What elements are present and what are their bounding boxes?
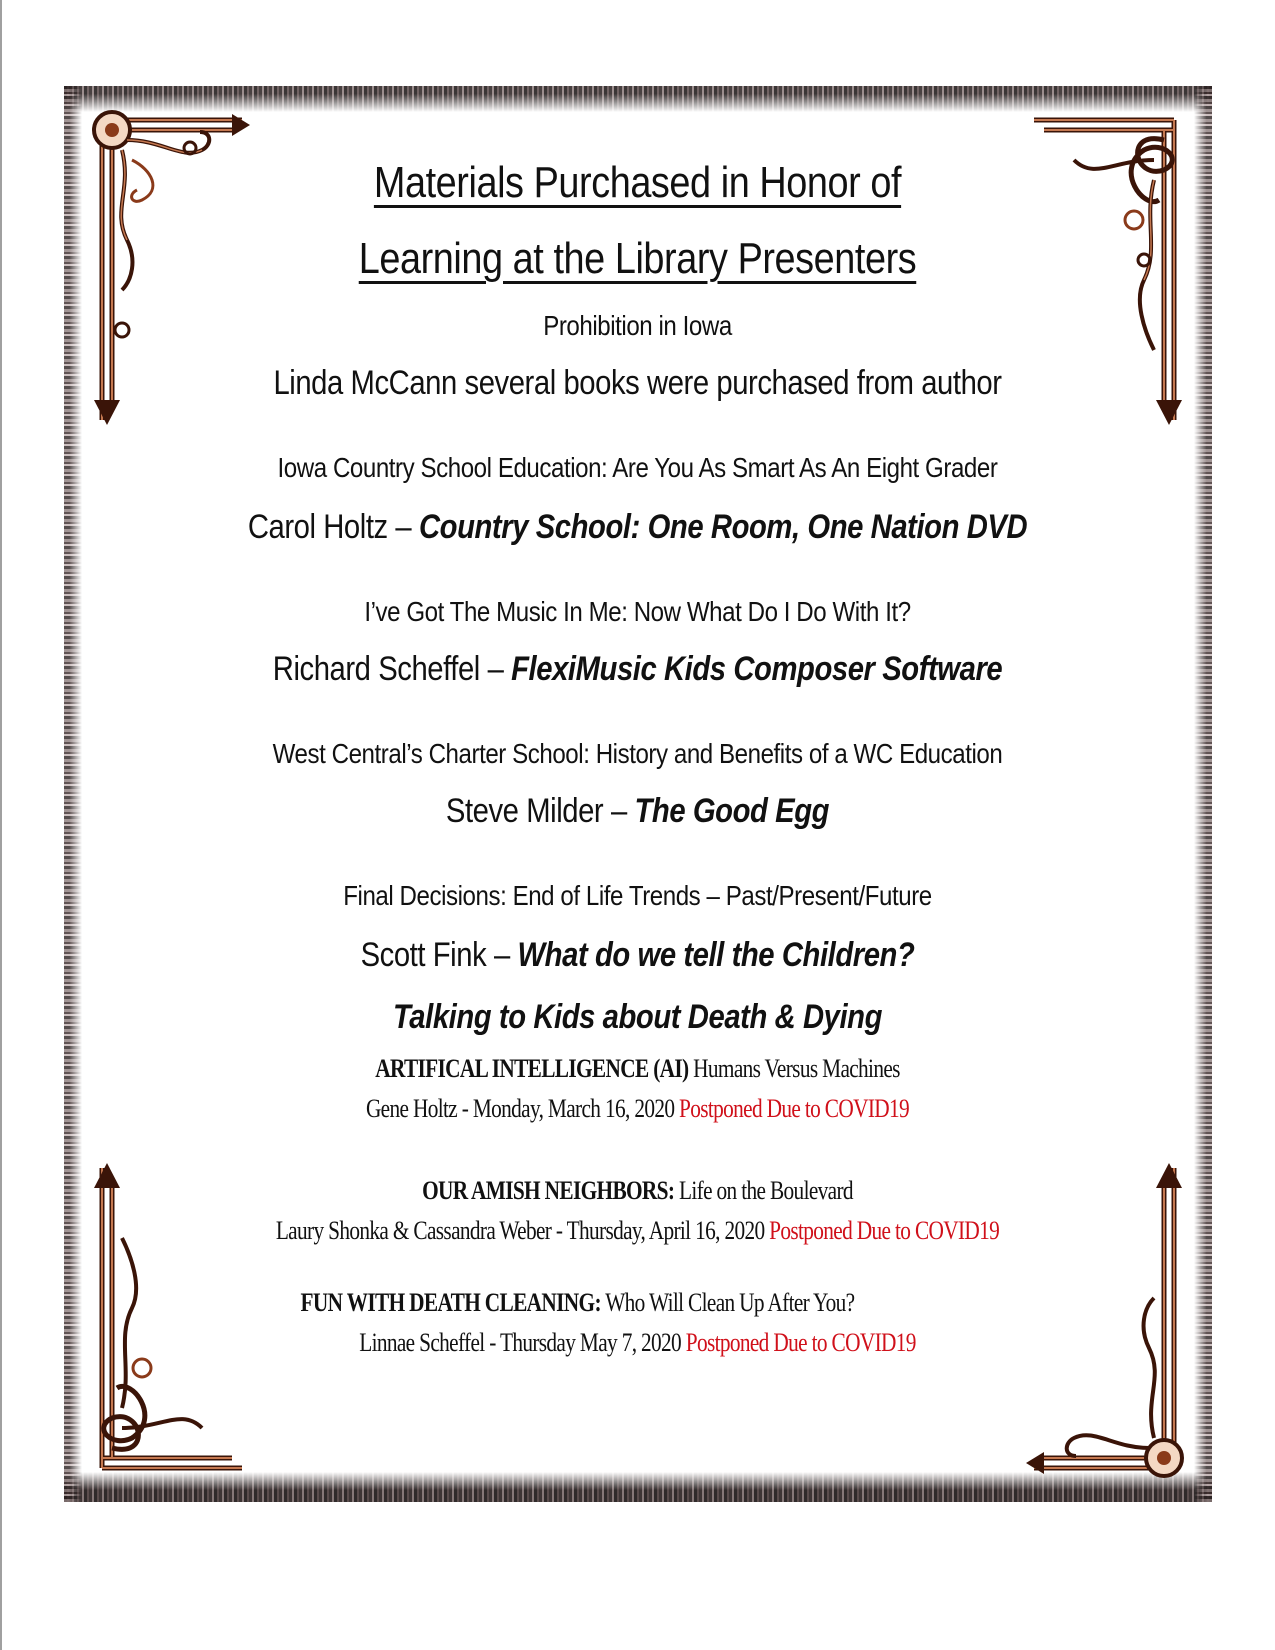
event-detail	[115, 1328, 1161, 1358]
dash-separator: –	[603, 792, 635, 830]
ornament-corner-bottom-left-icon	[72, 1158, 262, 1488]
dash-separator: –	[479, 650, 512, 688]
section-topic: Final Decisions: End of Life Trends – Past/Present/Future	[343, 880, 932, 911]
purchased-material: FlexiMusic Kids Composer Software	[511, 650, 1003, 688]
event-title: OUR AMISH NEIGHBORS:	[422, 1176, 675, 1205]
section-presenter: Linda McCann several books were purchased from author	[273, 364, 1002, 402]
presenter-name: Scott Fink	[360, 936, 487, 974]
section-topic: Iowa Country School Education: Are You As Smart As An Eight Grader	[277, 452, 998, 483]
event-title: FUN WITH DEATH CLEANING:	[300, 1288, 601, 1317]
presenter-name: Carol Holtz	[247, 508, 388, 546]
event-subtitle: Humans Versus Machines	[688, 1054, 900, 1083]
dash-separator: –	[486, 936, 518, 974]
event-status: Postponed Due to COVID19	[685, 1328, 916, 1357]
event-detail	[115, 1094, 1161, 1124]
event-subtitle: Who Will Clean Up After You?	[600, 1288, 855, 1317]
section-presenter-line	[89, 792, 1186, 831]
section-topic: I’ve Got The Music In Me: Now What Do I Do With It?	[364, 596, 911, 627]
event-heading	[115, 1054, 1161, 1084]
presenter-name: Richard Scheffel	[272, 650, 480, 688]
section-presenter-line	[89, 650, 1186, 689]
event-detail	[115, 1216, 1161, 1246]
section-topic: West Central’s Charter School: History and Benefits of a WC Education	[272, 738, 1003, 769]
title-line-1: Materials Purchased in Honor of	[373, 158, 902, 207]
section-material-line-2	[89, 998, 1186, 1037]
purchased-material-continued: Talking to Kids about Death & Dying	[392, 998, 883, 1036]
title-line-2: Learning at the Library Presenters	[358, 234, 917, 283]
dash-separator: –	[387, 508, 419, 546]
event-subtitle: Life on the Boulevard	[674, 1176, 853, 1205]
purchased-material: What do we tell the Children?	[517, 936, 915, 974]
purchased-material: The Good Egg	[634, 792, 830, 830]
purchased-material: Country School: One Room, One Nation DVD	[418, 508, 1028, 546]
event-presenter-date: Laury Shonka & Cassandra Weber - Thursday, April 16, 2020	[275, 1216, 770, 1245]
event-presenter-date: Linnae Scheffel - Thursday May 7, 2020	[359, 1328, 686, 1357]
section-presenter-line	[89, 508, 1186, 547]
section-presenter-line	[89, 936, 1186, 975]
event-status: Postponed Due to COVID19	[679, 1094, 910, 1123]
event-presenter-date: Gene Holtz - Monday, March 16, 2020	[365, 1094, 680, 1123]
ornament-corner-bottom-right-icon	[1014, 1158, 1204, 1488]
event-title: ARTIFICAL INTELLIGENCE (AI)	[375, 1054, 689, 1083]
event-heading	[115, 1176, 1161, 1206]
page-edge	[0, 0, 2, 1650]
section-topic: Prohibition in Iowa	[543, 310, 732, 341]
event-status: Postponed Due to COVID19	[769, 1216, 1000, 1245]
event-heading	[55, 1288, 1101, 1318]
presenter-name: Steve Milder	[445, 792, 604, 830]
